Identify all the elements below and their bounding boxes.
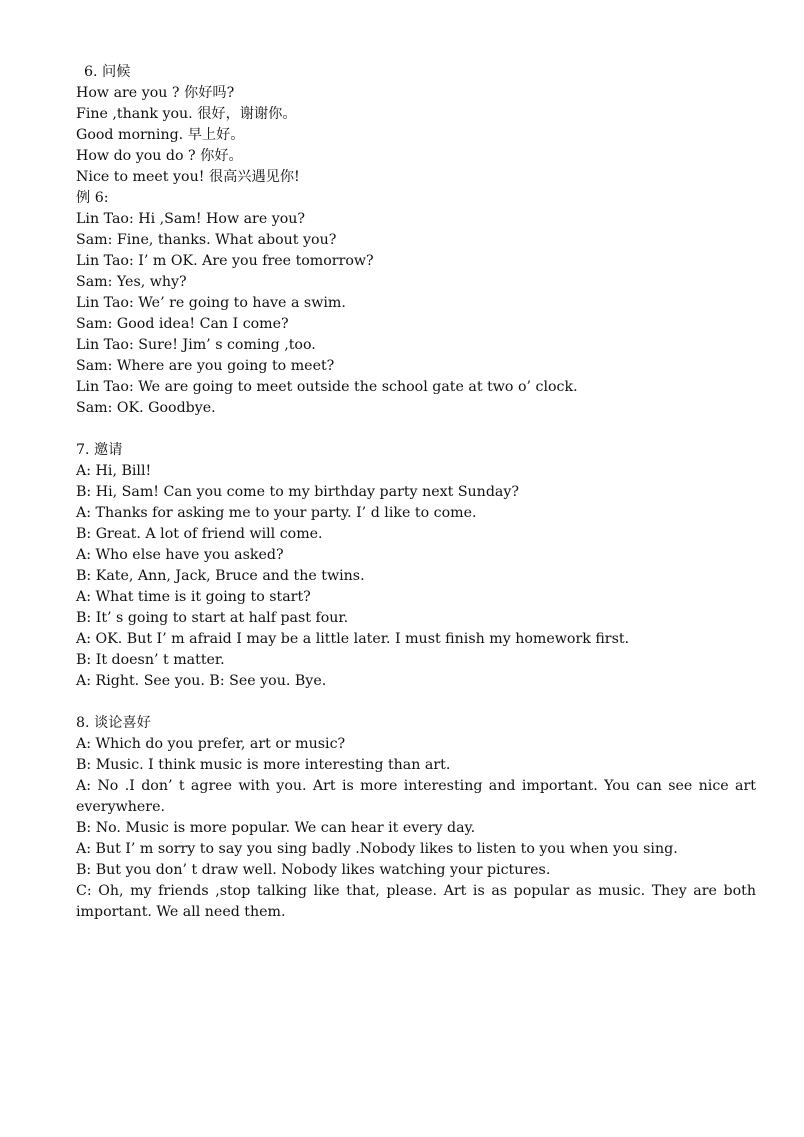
- dialogue-line: A: Who else have you asked?: [76, 547, 284, 563]
- text-line: Nice to meet you! 很高兴遇见你!: [76, 169, 300, 185]
- dialogue-line: Lin Tao: We’ re going to have a swim.: [76, 295, 346, 311]
- section-heading: 6. 问候: [84, 64, 131, 80]
- dialogue-line: Sam: Where are you going to meet?: [76, 358, 335, 374]
- dialogue-line: A: Which do you prefer, art or music?: [76, 736, 346, 752]
- dialogue-line: A: Hi, Bill!: [76, 463, 152, 479]
- dialogue-line: Sam: Fine, thanks. What about you?: [76, 232, 337, 248]
- text-line: Fine ,thank you. 很好，谢谢你。: [76, 106, 297, 122]
- dialogue-line: B: It doesn’ t matter.: [76, 652, 225, 668]
- dialogue-line: A: Right. See you. B: See you. Bye.: [76, 673, 327, 689]
- dialogue-line: Sam: OK. Goodbye.: [76, 400, 216, 416]
- example-label: 例 6:: [76, 190, 109, 206]
- dialogue-line: C: Oh, my friends ,stop talking like that, please. Art is as popular as music. They are both important. We all need them.: [76, 883, 756, 920]
- dialogue-line: Sam: Yes, why?: [76, 274, 187, 290]
- dialogue-line: B: Music. I think music is more interesting than art.: [76, 757, 451, 773]
- dialogue-line: Lin Tao: Hi ,Sam! How are you?: [76, 211, 306, 227]
- dialogue-line: Sam: Good idea! Can I come?: [76, 316, 289, 332]
- dialogue-line: Lin Tao: We are going to meet outside the school gate at two o’ clock.: [76, 379, 578, 395]
- dialogue-line: A: No .I don’ t agree with you. Art is more interesting and important. You can see nice art everywhere.: [76, 778, 756, 815]
- dialogue-line: B: Hi, Sam! Can you come to my birthday party next Sunday?: [76, 484, 519, 500]
- section-heading: 7. 邀请: [76, 442, 123, 458]
- dialogue-line: B: It’ s going to start at half past four.: [76, 610, 349, 626]
- section-preferences: [76, 713, 756, 923]
- document-page: [76, 62, 756, 923]
- text-line: How do you do ? 你好。: [76, 148, 243, 164]
- dialogue-line: A: OK. But I’ m afraid I may be a little later. I must finish my homework first.: [76, 631, 630, 647]
- dialogue-line: A: What time is it going to start?: [76, 589, 311, 605]
- dialogue-line: Lin Tao: Sure! Jim’ s coming ,too.: [76, 337, 316, 353]
- section-invitation: [76, 440, 756, 692]
- dialogue-line: B: No. Music is more popular. We can hear it every day.: [76, 820, 476, 836]
- dialogue-line: B: Great. A lot of friend will come.: [76, 526, 323, 542]
- dialogue-line: B: But you don’ t draw well. Nobody likes watching your pictures.: [76, 862, 551, 878]
- text-line: How are you ? 你好吗?: [76, 85, 235, 101]
- dialogue-line: A: Thanks for asking me to your party. I’ d like to come.: [76, 505, 477, 521]
- dialogue-line: B: Kate, Ann, Jack, Bruce and the twins.: [76, 568, 365, 584]
- section-heading: 8. 谈论喜好: [76, 715, 151, 731]
- section-greetings: [76, 62, 756, 419]
- dialogue-line: Lin Tao: I’ m OK. Are you free tomorrow?: [76, 253, 374, 269]
- dialogue-line: A: But I’ m sorry to say you sing badly .Nobody likes to listen to you when you sing.: [76, 841, 678, 857]
- text-line: Good morning. 早上好。: [76, 127, 245, 143]
